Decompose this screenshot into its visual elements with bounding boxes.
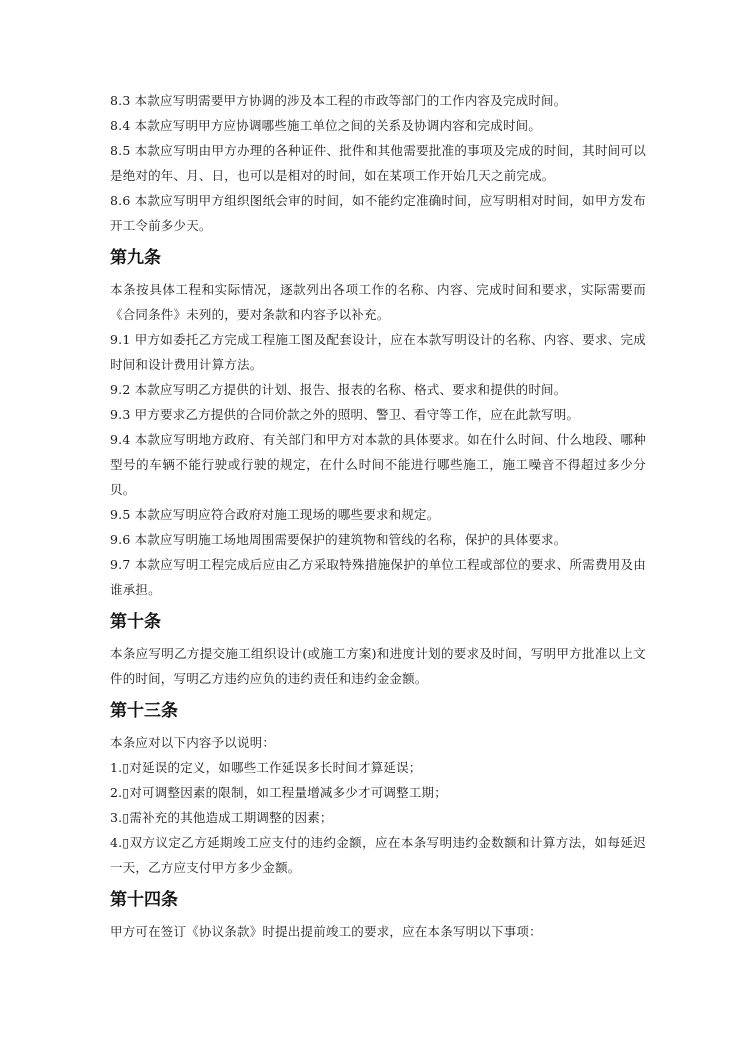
- section-10-body: 本条应写明乙方提交施工组织设计(或施工方案)和进度计划的要求及时间，写明甲方批准以上文件的时间，写明乙方违约应负的违约责任和违约金金额。: [110, 646, 646, 686]
- clause-9-7: 9.7 本款应写明工程完成后应由乙方采取特殊措施保护的单位工程或部位的要求、所需费用及由谁承担。: [110, 557, 646, 597]
- section-14-heading: 第十四条: [110, 890, 178, 910]
- section-13-item-4: 4.▯双方议定乙方延期竣工应支付的违约金额，应在本条写明违约金数额和计算方法，如每延迟一天，乙方应支付甲方多少金额。: [110, 835, 646, 875]
- document-page: [110, 88, 646, 944]
- clause-8-4: 8.4 本款应写明甲方应协调哪些施工单位之间的关系及协调内容和完成时间。: [110, 118, 542, 133]
- section-13-heading: 第十三条: [110, 701, 178, 721]
- section-13-item-1: 1.▯对延误的定义，如哪些工作延误多长时间才算延误；: [110, 760, 422, 775]
- section-13-item-3: 3.▯需补充的其他造成工期调整的因素；: [110, 810, 333, 825]
- section-9-heading: 第九条: [110, 248, 161, 268]
- clause-8-3: 8.3 本款应写明需要甲方协调的涉及本工程的市政等部门的工作内容及完成时间。: [110, 93, 567, 108]
- section-14-body: 甲方可在签订《协议条款》时提出提前竣工的要求，应在本条写明以下事项：: [110, 924, 542, 939]
- clause-9-6: 9.6 本款应写明施工场地周围需要保护的建筑物和管线的名称，保护的具体要求。: [110, 532, 567, 547]
- section-13-intro: 本条应对以下内容予以说明：: [110, 735, 276, 750]
- clause-9-1: 9.1 甲方如委托乙方完成工程施工图及配套设计，应在本款写明设计的名称、内容、要求、完成时间和设计费用计算方法。: [110, 332, 646, 372]
- clause-8-6: 8.6 本款应写明甲方组织图纸会审的时间，如不能约定准确时间，应写明相对时间，如甲方发布开工令前多少天。: [110, 193, 646, 233]
- section-10-heading: 第十条: [110, 612, 161, 632]
- clause-9-3: 9.3 甲方要求乙方提供的合同价款之外的照明、警卫、看守等工作，应在此款写明。: [110, 407, 580, 422]
- section-9-intro: 本条按具体工程和实际情况，逐款列出各项工作的名称、内容、完成时间和要求，实际需要而《合同条件》未列的，要对条款和内容予以补充。: [110, 282, 646, 322]
- clause-9-4: 9.4 本款应写明地方政府、有关部门和甲方对本款的具体要求。如在什么时间、什么地段、哪种型号的车辆不能行驶或行驶的规定，在什么时间不能进行哪些施工，施工噪音不得超过多少分贝。: [110, 432, 646, 497]
- clause-8-5: 8.5 本款应写明由甲方办理的各种证件、批件和其他需要批准的事项及完成的时间，其时间可以是绝对的年、月、日，也可以是相对的时间，如在某项工作开始几天之前完成。: [110, 143, 646, 183]
- clause-9-5: 9.5 本款应写明应符合政府对施工现场的哪些要求和规定。: [110, 507, 440, 522]
- clause-9-2: 9.2 本款应写明乙方提供的计划、报告、报表的名称、格式、要求和提供的时间。: [110, 382, 567, 397]
- section-13-item-2: 2.▯对可调整因素的限制，如工程量增减多少才可调整工期；: [110, 785, 447, 800]
